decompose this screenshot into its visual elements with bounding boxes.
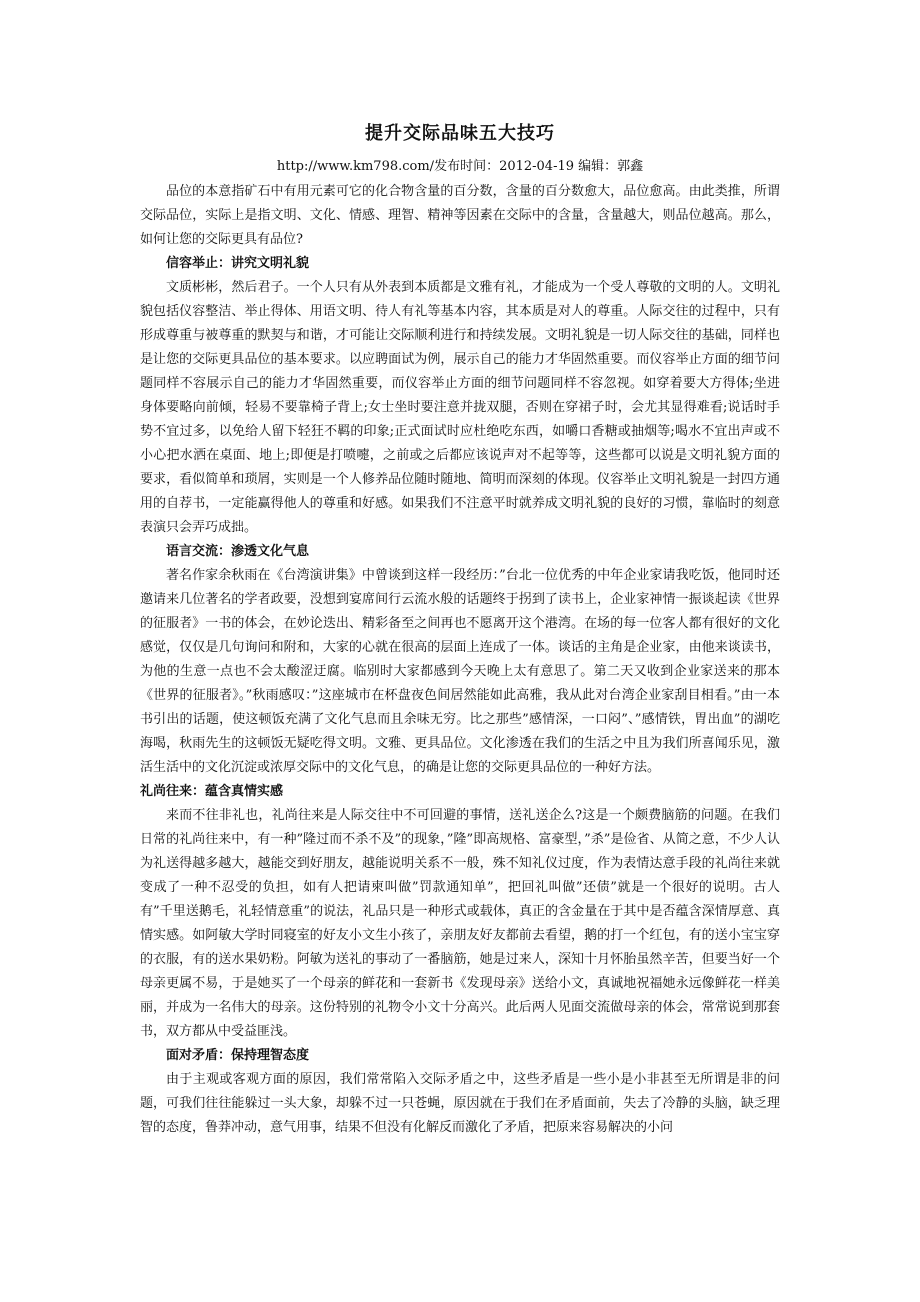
section-body-language: 著名作家余秋雨在《台湾演讲集》中曾谈到这样一段经历：”台北一位优秀的中年企业家请我吃饭，他同时还邀请来几位著名的学者政要，没想到宴席间行云流水般的话题终于拐到了读书上，企业家神情一振谈起读《世界的征服者》一书的体会，在妙论迭出、精彩备至之间再也不愿离开这个港湾。在场的每一位客人都有很好的文化感觉，仅仅是几句询问和附和，大家的心就在很高的层面上连成了一体。谈话的主角是企业家，由他来谈读书，为他的生意一点也不会太酸涩迂腐。临别时大家都感到今天晚上太有意思了。第二天又收到企业家送来的那本《世界的征服者》。”秋雨感叹：”这座城市在杯盘夜色间居然能如此高雅，我从此对台湾企业家刮目相看。”由一本书引出的话题，使这顿饭充满了文化气息而且余味无穷。比之那些”感情深，一口闷”、”感情铁，胃出血”的湖吃海喝，秋雨先生的这顿饭无疑吃得文明。文雅、更具品位。文化渗透在我们的生活之中且为我们所喜闻乐见，激活生活中的文化沉淀或浓厚交际中的文化气息，的确是让您的交际更具品位的一种好方法。 (140, 568, 780, 775)
section-heading-gifts: 礼尚往来：蕴含真情实感 (140, 784, 284, 799)
section-body-gifts: 来而不往非礼也，礼尚往来是人际交往中不可回避的事情，送礼送企么?这是一个颇费脑筋的问题。在我们日常的礼尚往来中，有一种”隆过而不杀不及”的现象，”隆”即高规格、富豪型，”杀”是俭省、从简之意，不少人认为礼送得越多越大，越能交到好朋友，越能说明关系不一般，殊不知礼仪过度，作为表情达意手段的礼尚往来就变成了一种不忍受的负担，如有人把请柬叫做”罚款通知单”，把回礼叫做”还债”就是一个很好的说明。古人有”千里送鹅毛，礼轻情意重”的说法，礼品只是一种形式或载体，真正的含金量在于其中是否蕴含深情厚意、真情实感。如阿敏大学时同寝室的好友小文生小孩了，亲朋友好友都前去看望，鹅的打一个红包，有的送小宝宝穿的衣服，有的送水果奶粉。阿敏为送礼的事动了一番脑筋，她是过来人，深知十月怀胎虽然辛苦，但要当好一个母亲更属不易，于是她买了一个母亲的鲜花和一套新书《发现母亲》送给小文，真诚地祝福她永远像鲜花一样美丽，并成为一名伟大的母亲。这份特别的礼物令小文十分高兴。此后两人见面交流做母亲的体会，常常说到那套书，双方都从中受益匪浅。 (140, 808, 780, 1039)
section-heading-language: 语言交流：渗透文化气息 (166, 544, 310, 559)
document-title: 提升交际品味五大技巧 (365, 123, 555, 144)
section-heading-demeanor: 信容举止：讲究文明礼貌 (166, 256, 310, 271)
section-heading-conflict: 面对矛盾：保持理智态度 (166, 1048, 310, 1063)
section-body-demeanor: 文质彬彬，然后君子。一个人只有从外表到本质都是文雅有礼，才能成为一个受人尊敬的文明的人。文明礼貌包括仪容整洁、举止得体、用语文明、待人有礼等基本内容，其本质是对人的尊重。人际交往的过程中，只有形成尊重与被尊重的默契与和谐，才可能让交际顺利进行和持续发展。文明礼貌是一切人际交往的基础，同样也是让您的交际更具品位的基本要求。以应聘面试为例，展示自己的能力才华固然重要。而仪容举止方面的细节问题同样不容展示自己的能力才华固然重要，而仪容举止方面的细节问题同样不容忽视。如穿着要大方得体;坐进身体要略向前倾，轻易不要靠椅子背上;女士坐时要注意并拢双腿，否则在穿裙子时，会尤其显得难看;说话时手势不宜过多，以免给人留下轻狂不羁的印象;正式面试时应杜绝吃东西，如嚼口香糖或抽烟等;喝水不宜出声或不小心把水洒在桌面、地上;即便是打喷嚏，之前或之后都应该说声对不起等等，这些都可以说是文明礼貌方面的要求，看似简单和琐屑，实则是一个人修养品位随时随地、简明而深刻的体现。仪容举止文明礼貌是一封四方通用的自荐书，一定能赢得他人的尊重和好感。如果我们不注意平时就养成文明礼貌的良好的习惯，靠临时的刻意表演只会弄巧成拙。 (140, 280, 780, 535)
intro-paragraph: 品位的本意指矿石中有用元素可它的化合物含量的百分数，含量的百分数愈大，品位愈高。由此类推，所谓交际品位，实际上是指文明、文化、情感、理智、精神等因素在交际中的含量，含量越大，则品位越高。那么，如何让您的交际更具有品位? (140, 184, 780, 247)
section-body-conflict: 由于主观或客观方面的原因，我们常常陷入交际矛盾之中，这些矛盾是一些小是小非甚至无所谓是非的问题，可我们往往能躲过一头大象，却躲不过一只苍蝇，原因就在于我们在矛盾面前，失去了冷静的头脑，缺乏理智的态度，鲁莽冲动，意气用事，结果不但没有化解反而激化了矛盾，把原来容易解决的小问 (140, 1072, 780, 1135)
document-page (140, 0, 780, 1302)
document-meta: http://www.km798.com/发布时间：2012-04-19 编辑：郭鑫 (276, 159, 644, 174)
